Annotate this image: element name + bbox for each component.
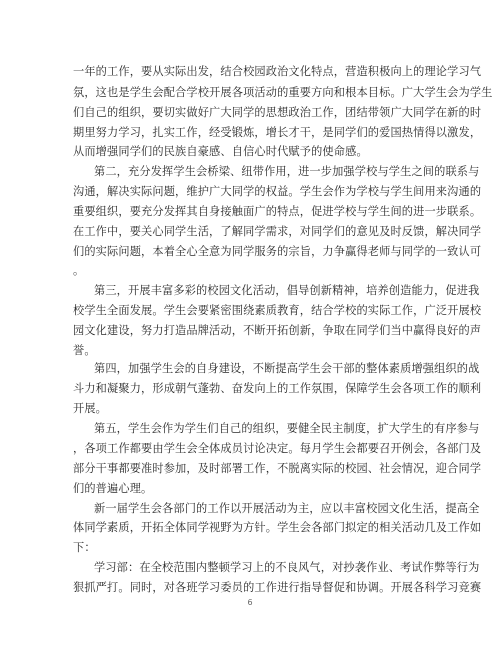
text-line: 下： — [73, 541, 96, 554]
text-line: 一年的工作，要从实际出发，结合校园政治文化特点，营造积极向上的理论学习气 — [73, 65, 482, 78]
text-line: 从而增强同学们的民族自豪感、自信心时代赋予的使命感。 — [73, 145, 368, 158]
page-number: 6 — [247, 598, 253, 607]
text-line: ，各项工作都要由学生会全体成员讨论决定。每月学生会都要召开例会，各部门及 — [73, 442, 482, 455]
text-line: 期里努力学习，扎实工作，经受锻炼，增长才干，是同学们的爱国热情得以激发， — [73, 126, 482, 139]
paragraph-start-line: 第四，加强学生会的自身建设，不断提高学生会干部的整体素质增强组织的战 — [94, 362, 480, 375]
text-line: 重要组织，要充分发挥其自身接触面广的特点，促进学校与学生间的进一步联系。 — [73, 205, 482, 218]
paragraph-start-line: 第二，充分发挥学生会桥梁、纽带作用，进一步加强学校与学生之间的联系与 — [94, 165, 480, 178]
text-line: 们的普遍心理。 — [73, 482, 153, 495]
text-line: 誉。 — [73, 344, 96, 357]
paragraph-start-line: 第五，学生会作为学生们自己的组织，要健全民主制度，扩大学生的有序参与 — [94, 422, 480, 435]
text-line: 沟通，解决实际问题，维护广大同学的权益。学生会作为学校与学生间用来沟通的 — [73, 185, 482, 198]
text-line: 校学生全面发展。学生会要紧密围绕素质教育，结合学校的实际工作，广泛开展校 — [73, 304, 482, 317]
text-line: 们自己的组织，要切实做好广大同学的思想政治工作，团结带领广大同学在新的时 — [73, 106, 482, 119]
text-line: 狠抓严打。同时，对各班学习委员的工作进行指导督促和协调。开展各科学习竞赛 — [73, 581, 482, 594]
text-line: 。 — [73, 264, 85, 277]
text-line: 园文化建设，努力打造品牌活动，不断开拓创新，争取在同学们当中赢得良好的声 — [73, 324, 482, 337]
paragraph-start-line: 第三，开展丰富多彩的校园文化活动，倡导创新精神，培养创造能力，促进我 — [94, 284, 480, 297]
paragraph-start-line: 学习部：在全校范围内整顿学习上的不良风气，对抄袭作业、考试作弊等行为 — [94, 561, 480, 574]
text-line: 斗力和凝聚力，形成朝气蓬勃、奋发向上的工作氛围，保障学生会各项工作的顺利 — [73, 382, 482, 395]
text-line: 们的实际问题，本着全心全意为同学服务的宗旨，力争赢得老师与同学的一致认可 — [73, 245, 482, 258]
paragraph-start-line: 新一届学生会各部门的工作以开展活动为主，应以丰富校园文化生活，提高全 — [94, 502, 480, 515]
text-line: 体同学素质，开拓全体同学视野为方针。学生会各部门拟定的相关活动几及工作如 — [73, 521, 482, 534]
text-line: 在工作中，要关心同学生活，了解同学需求，对同学们的意见及时反馈，解决同学 — [73, 225, 482, 238]
text-line: 开展。 — [73, 402, 108, 415]
text-line: 氛，这也是学生会配合学校开展各项活动的重要方向和根本目标。广大学生会为学生 — [73, 86, 493, 99]
text-line: 部分干事都要准时参加，及时部署工作，不脱离实际的校园、社会情况，迎合同学 — [73, 462, 482, 475]
